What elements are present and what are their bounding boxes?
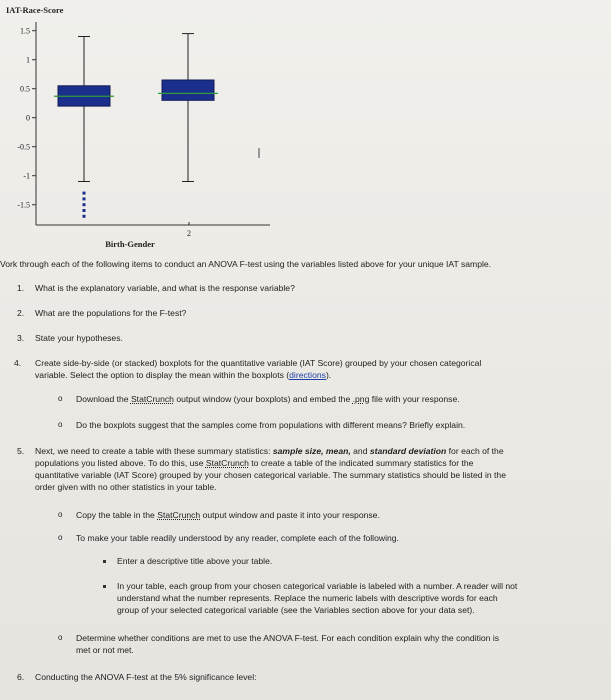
circle-bullet-icon: o [58, 533, 63, 542]
y-tick-label: -0.5 [17, 142, 30, 152]
statcrunch-term: StatCrunch [205, 458, 249, 468]
intro-text: Vork through each of the following items to conduct an ANOVA F-test using the variables listed above for your unique IAT sample. [0, 259, 492, 269]
question-1: What is the explanatory variable, and what is the response variable? [35, 283, 295, 293]
question-5-line-2-pre: populations you listed above. To do this, use [35, 458, 206, 468]
question-5-line-3: quantitative variable (IAT Score) grouped by your chosen categorical variable. The summary statistics should be listed in the [35, 470, 506, 480]
statcrunch-term: StatCrunch [130, 394, 174, 404]
question-4-line-2-pre: variable. Select the option to display the mean within the boxplots ( [35, 370, 290, 380]
question-5b-ii-line-1: In your table, each group from your chosen categorical variable is labeled with a number. A reader will not [117, 581, 518, 591]
square-bullet-icon [103, 585, 106, 588]
y-tick-label: 0 [26, 113, 30, 123]
question-5c-line-2: met or not met. [76, 645, 134, 655]
item-number: 2. [17, 308, 25, 318]
question-5-line-1-post: for each of the [446, 446, 504, 456]
question-4a-pre: Download the [76, 394, 131, 404]
question-5b: To make your table readily understood by any reader, complete each of the following. [76, 533, 399, 543]
question-4-line-2 [35, 370, 331, 381]
directions-link[interactable]: directions [289, 370, 326, 380]
question-4b: Do the boxplots suggest that the samples come from populations with different means? Briefly explain. [76, 420, 466, 430]
y-tick-label: 0.5 [20, 84, 30, 94]
boxplot-chart [0, 0, 300, 252]
question-5b-ii-line-3: group of your selected categorical variable (see the Variables section above for your data set). [117, 605, 475, 615]
question-5-line-2-post: to create a table of the indicated summary statistics for the [248, 458, 474, 468]
question-5-line-1 [35, 446, 504, 457]
square-bullet-icon [103, 560, 106, 563]
item-number: 1. [17, 283, 25, 293]
question-5a-pre: Copy the table in the [76, 510, 158, 520]
item-number: 4. [14, 358, 22, 368]
stat-terms: sample size, mean, [272, 446, 351, 456]
question-5-line-4: order given with no other statistics in your table. [35, 482, 217, 492]
outlier-point [83, 209, 86, 212]
y-tick-label: 1 [26, 55, 30, 65]
y-axis-title: IAT-Race-Score [6, 5, 64, 15]
outlier-point [83, 197, 86, 200]
statcrunch-term: StatCrunch [157, 510, 201, 520]
question-4a-post: file with your response. [369, 394, 460, 404]
png-term: .png [352, 394, 370, 404]
item-number: 6. [17, 672, 25, 682]
circle-bullet-icon: o [58, 420, 63, 429]
circle-bullet-icon: o [58, 633, 63, 642]
question-5-line-1-mid: and [350, 446, 370, 456]
y-tick-label: -1 [23, 171, 30, 181]
question-5c-line-1: Determine whether conditions are met to use the ANOVA F-test. For each condition explain why the condition is [76, 633, 500, 643]
boxplot-svg [0, 0, 300, 252]
outlier-point [83, 215, 86, 218]
item-number: 3. [17, 333, 25, 343]
question-5a [76, 510, 380, 521]
question-5b-ii-line-2: understand what the number represents. Replace the numeric labels with descriptive words for each [117, 593, 498, 603]
stat-term-sd: standard deviation [369, 446, 447, 456]
question-4a-mid: output window (your boxplots) and embed the [173, 394, 353, 404]
iqr-box [162, 80, 214, 100]
question-5a-post: output window and paste it into your response. [200, 510, 380, 520]
circle-bullet-icon: o [58, 510, 63, 519]
x-tick-label: 2 [187, 229, 191, 238]
y-tick-label: 1.5 [20, 26, 30, 36]
question-4-line-2-post: ). [325, 370, 332, 380]
outlier-point [83, 203, 86, 206]
question-2: What are the populations for the F-test? [35, 308, 187, 318]
question-5-line-2 [35, 458, 473, 469]
question-3: State your hypotheses. [35, 333, 123, 343]
outlier-point [83, 192, 86, 195]
question-5b-i: Enter a descriptive title above your table. [117, 556, 273, 566]
question-4-line-1: Create side-by-side (or stacked) boxplots for the quantitative variable (IAT Score) grouped by your chosen categorical [35, 358, 482, 368]
question-5-line-1-pre: Next, we need to create a table with these summary statistics: [35, 446, 273, 456]
x-axis-title: Birth-Gender [105, 239, 155, 249]
y-tick-label: -1.5 [17, 200, 30, 210]
circle-bullet-icon: o [58, 394, 63, 403]
question-6: Conducting the ANOVA F-test at the 5% significance level: [35, 672, 257, 682]
item-number: 5. [17, 446, 25, 456]
question-4a [76, 394, 460, 405]
